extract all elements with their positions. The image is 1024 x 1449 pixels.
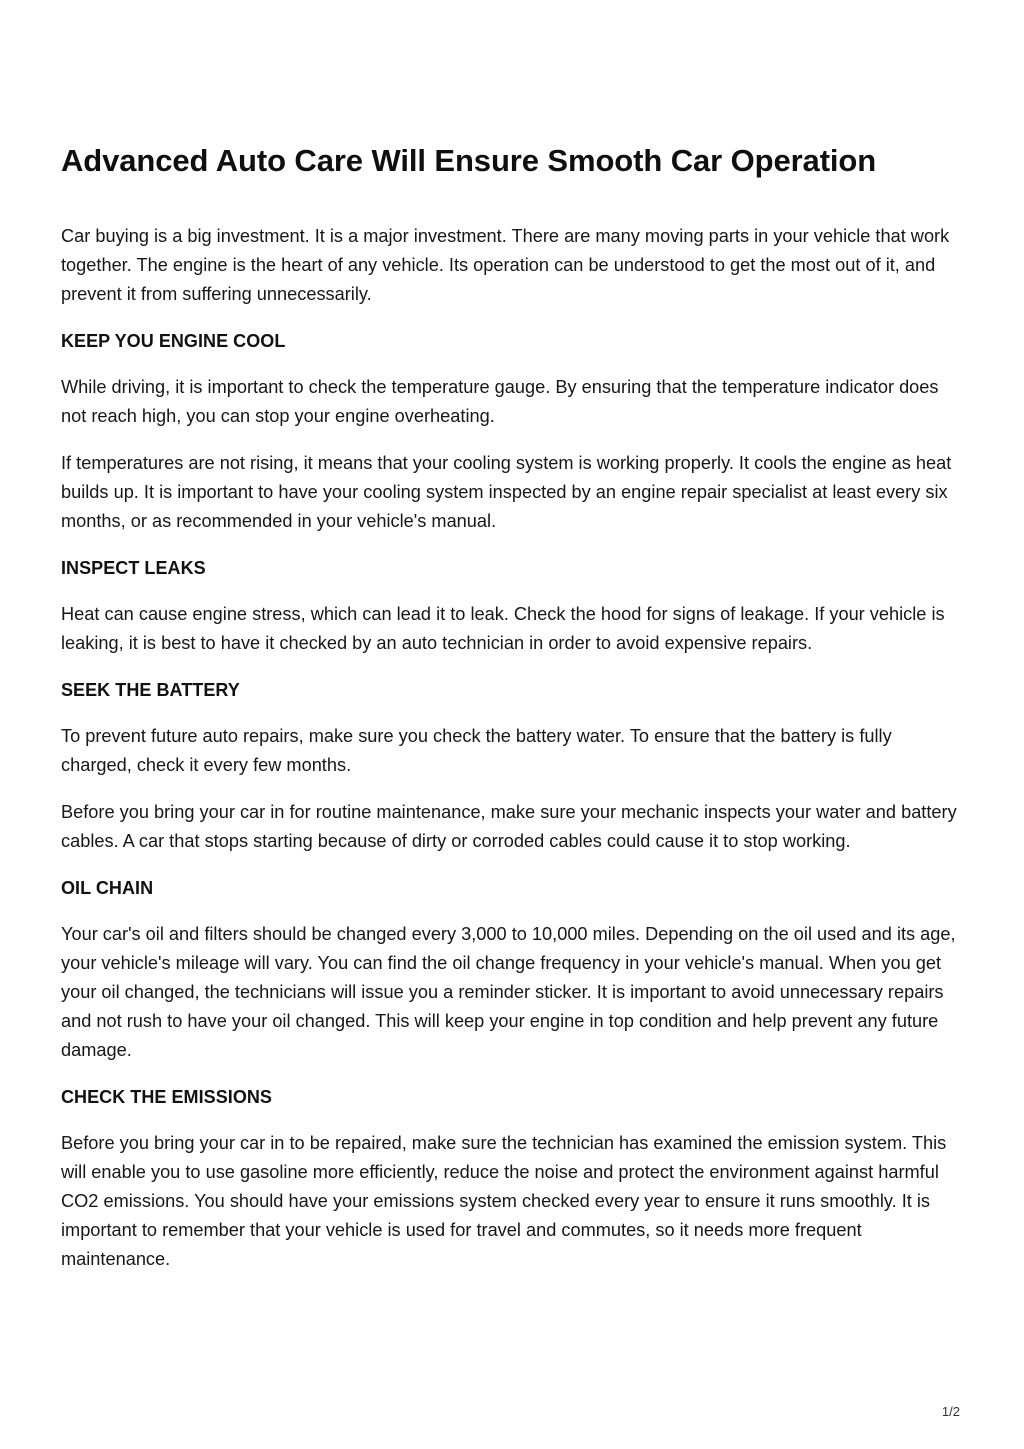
section-paragraph: While driving, it is important to check the temperature gauge. By ensuring that the temperature indicator does not reach high, you can stop your engine overheating.	[61, 377, 939, 426]
section-oil-chain	[61, 874, 966, 1065]
section-paragraph: Before you bring your car in for routine maintenance, make sure your mechanic inspects your water and battery cables. A car that stops starting because of dirty or corroded cables could cause it to stop working.	[61, 802, 957, 851]
section-heading: SEEK THE BATTERY	[61, 680, 240, 700]
page-title: Advanced Auto Care Will Ensure Smooth Car Operation	[61, 143, 877, 178]
section-paragraph: Your car's oil and filters should be changed every 3,000 to 10,000 miles. Depending on the oil used and its age, your vehicle's mileage will vary. You can find the oil change frequency in your vehicle's manual. When you get your oil changed, the technicians will issue you a reminder sticker. It is important to avoid unnecessary repairs and not rush to have your oil changed. This will keep your engine in top condition and help prevent any future damage.	[61, 924, 956, 1060]
section-heading: INSPECT LEAKS	[61, 558, 206, 578]
section-keep-engine-cool	[61, 327, 966, 536]
intro-paragraph: Car buying is a big investment. It is a major investment. There are many moving parts in your vehicle that work together. The engine is the heart of any vehicle. Its operation can be understood to get the most out of it, and prevent it from suffering unnecessarily.	[61, 226, 950, 304]
page-number: 1/2	[941, 1404, 960, 1419]
section-seek-battery	[61, 676, 966, 856]
section-heading: KEEP YOU ENGINE COOL	[61, 331, 286, 351]
section-check-emissions	[61, 1083, 966, 1274]
section-paragraph: Heat can cause engine stress, which can lead it to leak. Check the hood for signs of leakage. If your vehicle is leaking, it is best to have it checked by an auto technician in order to avoid expensive repairs.	[61, 604, 945, 653]
document-page	[61, 138, 966, 1292]
section-paragraph: Before you bring your car in to be repaired, make sure the technician has examined the emission system. This will enable you to use gasoline more efficiently, reduce the noise and protect the environment against harmful CO2 emissions. You should have your emissions system checked every year to ensure it runs smoothly. It is important to remember that your vehicle is used for travel and commutes, so it needs more frequent maintenance.	[61, 1133, 947, 1269]
section-paragraph: To prevent future auto repairs, make sure you check the battery water. To ensure that the battery is fully charged, check it every few months.	[61, 726, 892, 775]
section-heading: OIL CHAIN	[61, 878, 154, 898]
section-paragraph: If temperatures are not rising, it means that your cooling system is working properly. It cools the engine as heat builds up. It is important to have your cooling system inspected by an engine repair specialist at least every six months, or as recommended in your vehicle's manual.	[61, 453, 952, 531]
section-heading: CHECK THE EMISSIONS	[61, 1087, 272, 1107]
section-inspect-leaks	[61, 554, 966, 658]
